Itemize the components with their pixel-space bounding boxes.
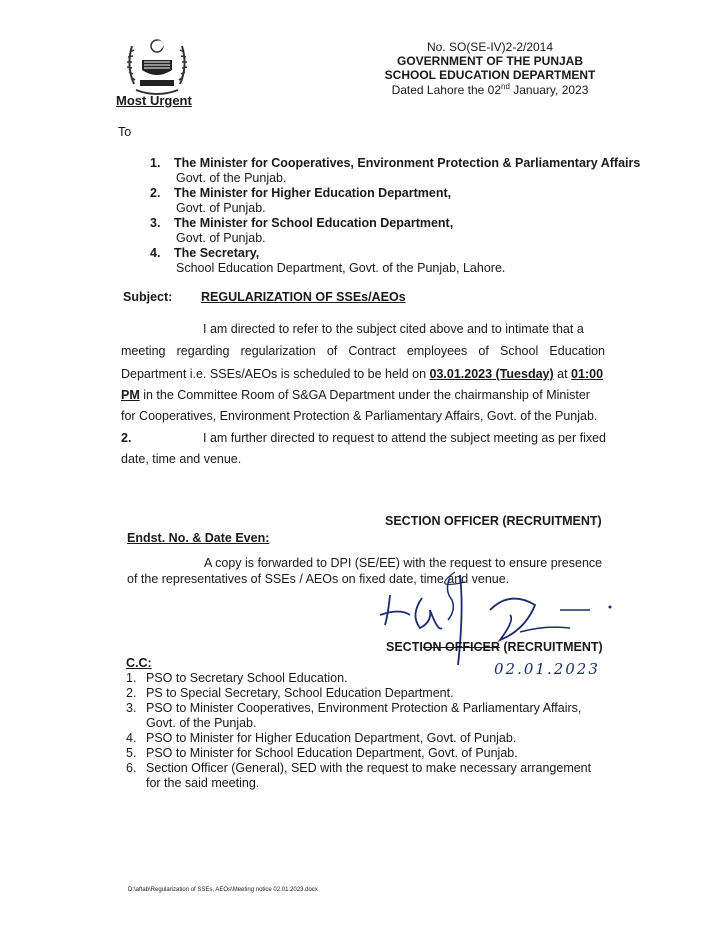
to-label: To (118, 125, 132, 139)
cc-item: 5. PSO to Minister for School Education Department, Govt. of Punjab. (126, 746, 518, 760)
paragraph-2-line: I am further directed to request to attend the subject meeting as per fixed (203, 431, 607, 445)
paragraph-1-line: for Cooperatives, Environment Protection & Parliamentary Affairs, Govt. of the Punjab. (121, 409, 598, 423)
section-officer-title: SECTION OFFICER (RECRUITMENT) (385, 514, 602, 528)
cc-label: C.C: (126, 656, 152, 670)
paragraph-1-line: I am directed to refer to the subject cited above and to intimate that a (203, 322, 584, 336)
government-name: GOVERNMENT OF THE PUNJAB (396, 54, 583, 68)
cc-item: 6. Section Officer (General), SED with the request to make necessary arrangement (126, 761, 592, 775)
paragraph-1-line: meeting regarding regularization of Contract employees of School Education (121, 344, 605, 358)
endorsement-label: Endst. No. & Date Even: (127, 531, 270, 545)
department-name: SCHOOL EDUCATION DEPARTMENT (384, 68, 596, 82)
endorsement-line: A copy is forwarded to DPI (SE/EE) with the request to ensure presence (204, 556, 603, 570)
punjab-government-emblem (122, 36, 192, 98)
meeting-date: 03.01.2023 (Tuesday) (429, 367, 554, 381)
cc-item: 3. PSO to Minister Cooperatives, Environment Protection & Parliamentary Affairs, (126, 701, 582, 715)
paragraph-2-number: 2. (121, 431, 132, 445)
cc-item: 4. PSO to Minister for Higher Education Department, Govt. of Punjab. (126, 731, 517, 745)
handwritten-date: 02.01.2023 (494, 660, 600, 678)
cc-item-continuation: for the said meeting. (146, 776, 260, 790)
cc-item: 2. PS to Special Secretary, School Education Department. (126, 686, 454, 700)
paragraph-2-line: date, time and venue. (121, 452, 242, 466)
subject-text: REGULARIZATION OF SSEs/AEOs (201, 290, 406, 304)
file-path-footer: D:\aftab\Regularization of SSEs, AEOs\Meeting notice 02.01.2023.docx (128, 887, 318, 893)
letter-date: Dated Lahore the 02nd January, 2023 (391, 82, 589, 97)
meeting-time: 01:00 (571, 367, 604, 381)
reference-number: No. SO(SE-IV)2-2/2014 (426, 40, 554, 54)
cc-item-continuation: Govt. of the Punjab. (146, 716, 257, 730)
paragraph-1-line: PM in the Committee Room of S&GA Department under the chairmanship of Minister (121, 388, 590, 402)
paragraph-1-line: Department i.e. SSEs/AEOs is scheduled to be held on 03.01.2023 (Tuesday) at 01:00 (121, 367, 604, 381)
cc-item: 1. PSO to Secretary School Education. (126, 671, 348, 685)
subject-label: Subject: (123, 290, 173, 304)
most-urgent-label: Most Urgent (116, 93, 192, 108)
section-officer-signature-title: SECTION OFFICER (RECRUITMENT) (386, 640, 603, 654)
endorsement-line: of the representatives of SSEs / AEOs on fixed date, time and venue. (127, 572, 510, 586)
